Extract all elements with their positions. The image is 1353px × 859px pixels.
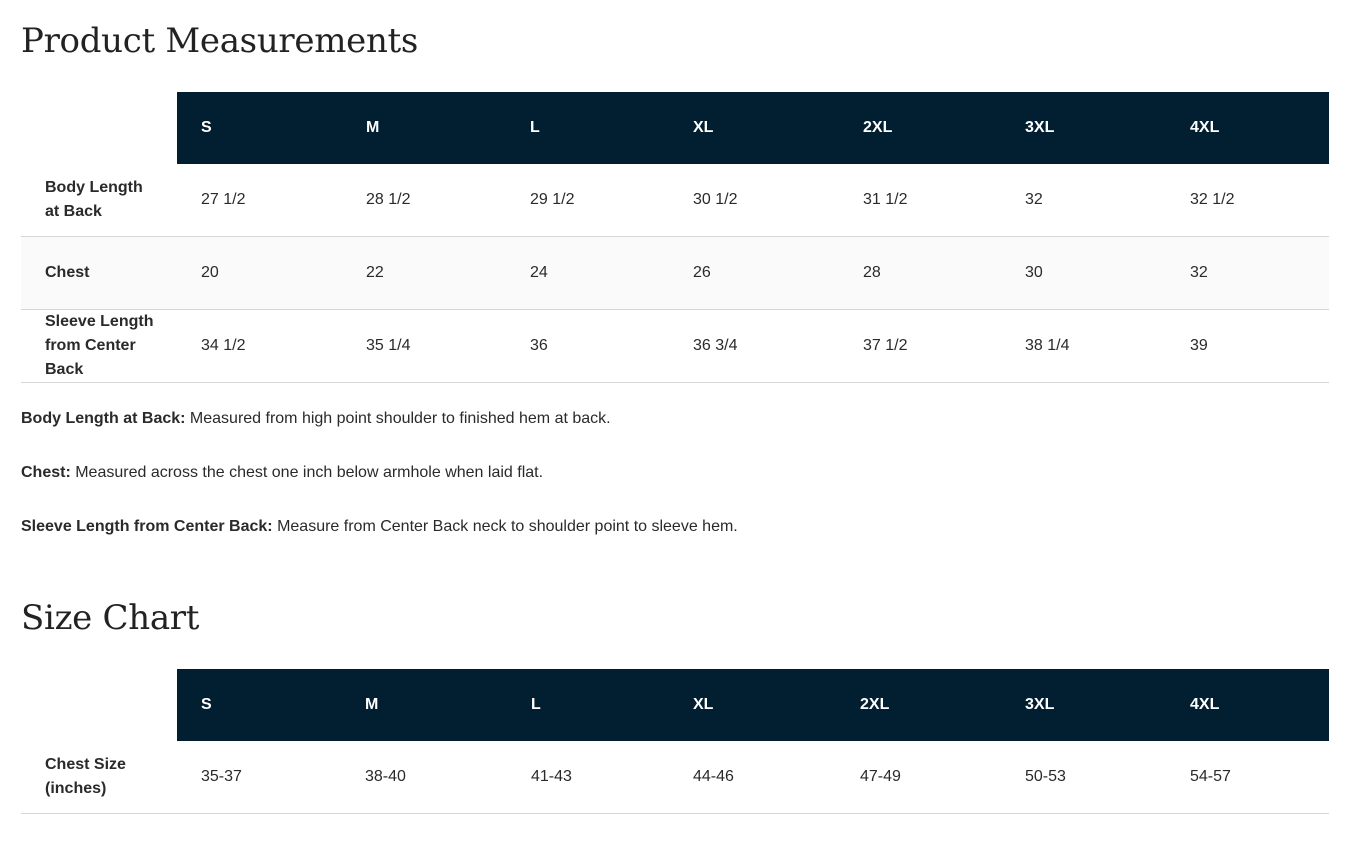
- size-header: XL: [669, 92, 839, 164]
- table-row: [21, 741, 1329, 814]
- table-cell: 22: [342, 237, 506, 310]
- row-label: Sleeve Length from Center Back: [21, 310, 177, 383]
- table-cell: 30 1/2: [669, 164, 839, 237]
- table-cell: 28 1/2: [342, 164, 506, 237]
- table-cell: 26: [669, 237, 839, 310]
- table-header-row: [21, 92, 1329, 164]
- table-cell: 30: [1001, 237, 1166, 310]
- product-measurements-table: [21, 92, 1329, 383]
- note-text: Measured across the chest one inch below armhole when laid flat.: [70, 464, 544, 481]
- table-cell: 31 1/2: [839, 164, 1001, 237]
- note-term: Body Length at Back:: [21, 410, 186, 427]
- table-cell: 34 1/2: [177, 310, 342, 383]
- product-measurements-title: Product Measurements: [21, 21, 419, 61]
- size-header: S: [177, 92, 342, 164]
- table-cell: 44-46: [669, 741, 836, 814]
- note-body-length: [21, 408, 1321, 430]
- size-header: S: [177, 669, 341, 741]
- row-label: Chest Size (inches): [21, 741, 177, 814]
- table-row: [21, 237, 1329, 310]
- row-label: Body Length at Back: [21, 164, 177, 237]
- table-cell: 54-57: [1166, 741, 1329, 814]
- size-header: 4XL: [1166, 669, 1329, 741]
- size-header: M: [341, 669, 507, 741]
- table-cell: 27 1/2: [177, 164, 342, 237]
- row-label: Chest: [21, 237, 177, 310]
- table-cell: 38-40: [341, 741, 507, 814]
- size-header: 3XL: [1001, 92, 1166, 164]
- size-header: 3XL: [1001, 669, 1166, 741]
- table-cell: 32: [1166, 237, 1329, 310]
- note-text: Measured from high point shoulder to finished hem at back.: [185, 410, 611, 427]
- size-header: XL: [669, 669, 836, 741]
- table-cell: 50-53: [1001, 741, 1166, 814]
- size-chart-table: [21, 669, 1329, 814]
- size-header: 2XL: [836, 669, 1001, 741]
- table-cell: 41-43: [507, 741, 669, 814]
- table-header-row: [21, 669, 1329, 741]
- note-sleeve-length: [21, 516, 1321, 538]
- size-header: L: [507, 669, 669, 741]
- note-chest: [21, 462, 1321, 484]
- table-cell: 29 1/2: [506, 164, 669, 237]
- table-cell: 39: [1166, 310, 1329, 383]
- size-header: M: [342, 92, 506, 164]
- table-cell: 20: [177, 237, 342, 310]
- header-corner: [21, 92, 177, 164]
- table-row: [21, 310, 1329, 383]
- table-cell: 47-49: [836, 741, 1001, 814]
- size-chart-title: Size Chart: [21, 598, 200, 638]
- size-header: L: [506, 92, 669, 164]
- table-cell: 28: [839, 237, 1001, 310]
- table-cell: 36: [506, 310, 669, 383]
- note-term: Chest:: [21, 464, 71, 481]
- table-row: [21, 164, 1329, 237]
- note-text: Measure from Center Back neck to shoulder point to sleeve hem.: [272, 518, 738, 535]
- table-cell: 35 1/4: [342, 310, 506, 383]
- table-cell: 35-37: [177, 741, 341, 814]
- note-term: Sleeve Length from Center Back:: [21, 518, 273, 535]
- table-cell: 32: [1001, 164, 1166, 237]
- table-cell: 36 3/4: [669, 310, 839, 383]
- table-cell: 32 1/2: [1166, 164, 1329, 237]
- size-header: 2XL: [839, 92, 1001, 164]
- header-corner: [21, 669, 177, 741]
- size-header: 4XL: [1166, 92, 1329, 164]
- measurement-notes: [21, 408, 1321, 570]
- table-cell: 24: [506, 237, 669, 310]
- table-cell: 37 1/2: [839, 310, 1001, 383]
- table-cell: 38 1/4: [1001, 310, 1166, 383]
